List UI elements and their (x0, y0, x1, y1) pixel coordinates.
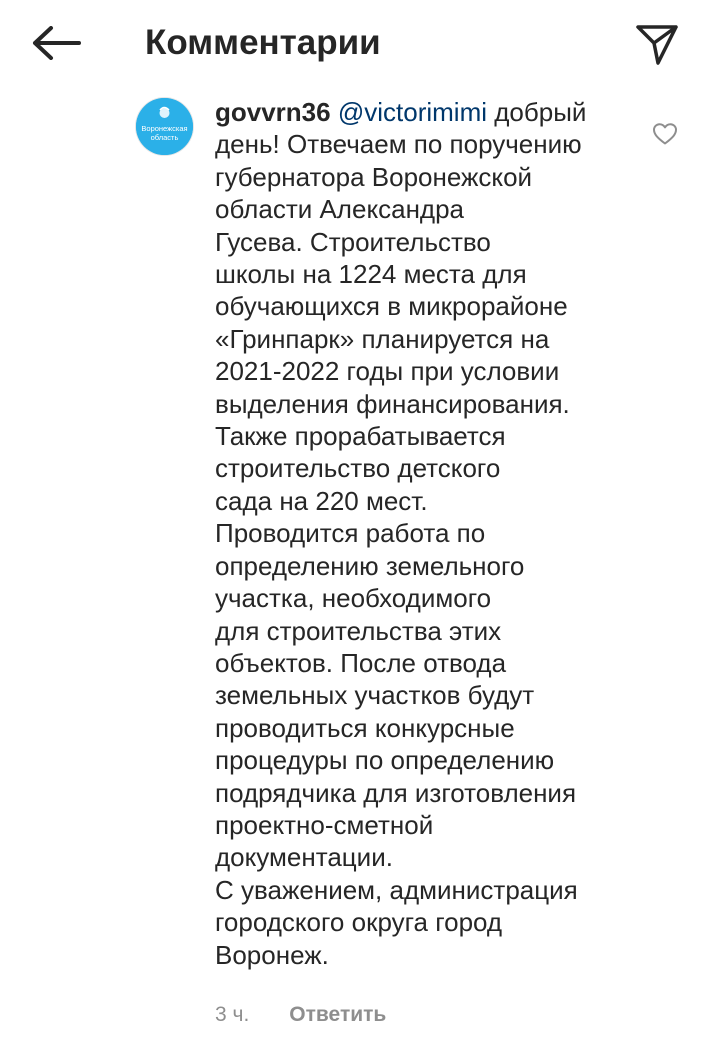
comment-text: день! Отвечаем по поручению губернатора Воронежской области Александра Гусева. Строительство школы на 1224 места для обучающихся в микрорайоне «Гринпарк» планируется на 2021-2022 годы при условии выделения финансирования. Также прорабатывается строительство детского сада на 220 мест. Проводится работа по определению земельного участка, необходимого для строительства этих объектов. После отвода земельных участков будут проводиться конкурсные процедуры по определению подрядчика для изготовления проектно-сметной документации. С уважением, администрация городского округа город Воронеж. (215, 129, 582, 970)
paper-plane-icon (634, 21, 680, 67)
comment-timestamp: 3 ч. (215, 1003, 250, 1026)
comment-username[interactable]: govvrn36 (215, 97, 331, 127)
comment-mention[interactable]: @victorimimi (337, 97, 488, 127)
share-button[interactable] (630, 17, 684, 71)
page-title: Комментарии (145, 23, 381, 62)
comment-text-first: добрый (487, 97, 587, 127)
reply-button[interactable]: Ответить (289, 1003, 387, 1026)
heart-outline-icon (652, 122, 678, 146)
avatar-label-2: область (150, 133, 179, 142)
avatar-label-1: Воронежская (141, 124, 188, 133)
header-bar (0, 0, 720, 86)
arrow-left-icon (31, 26, 81, 60)
comment-body (215, 96, 635, 971)
avatar[interactable] (136, 98, 193, 155)
comment-meta (215, 1000, 386, 1030)
like-button[interactable] (650, 120, 680, 148)
back-button[interactable] (28, 18, 84, 68)
